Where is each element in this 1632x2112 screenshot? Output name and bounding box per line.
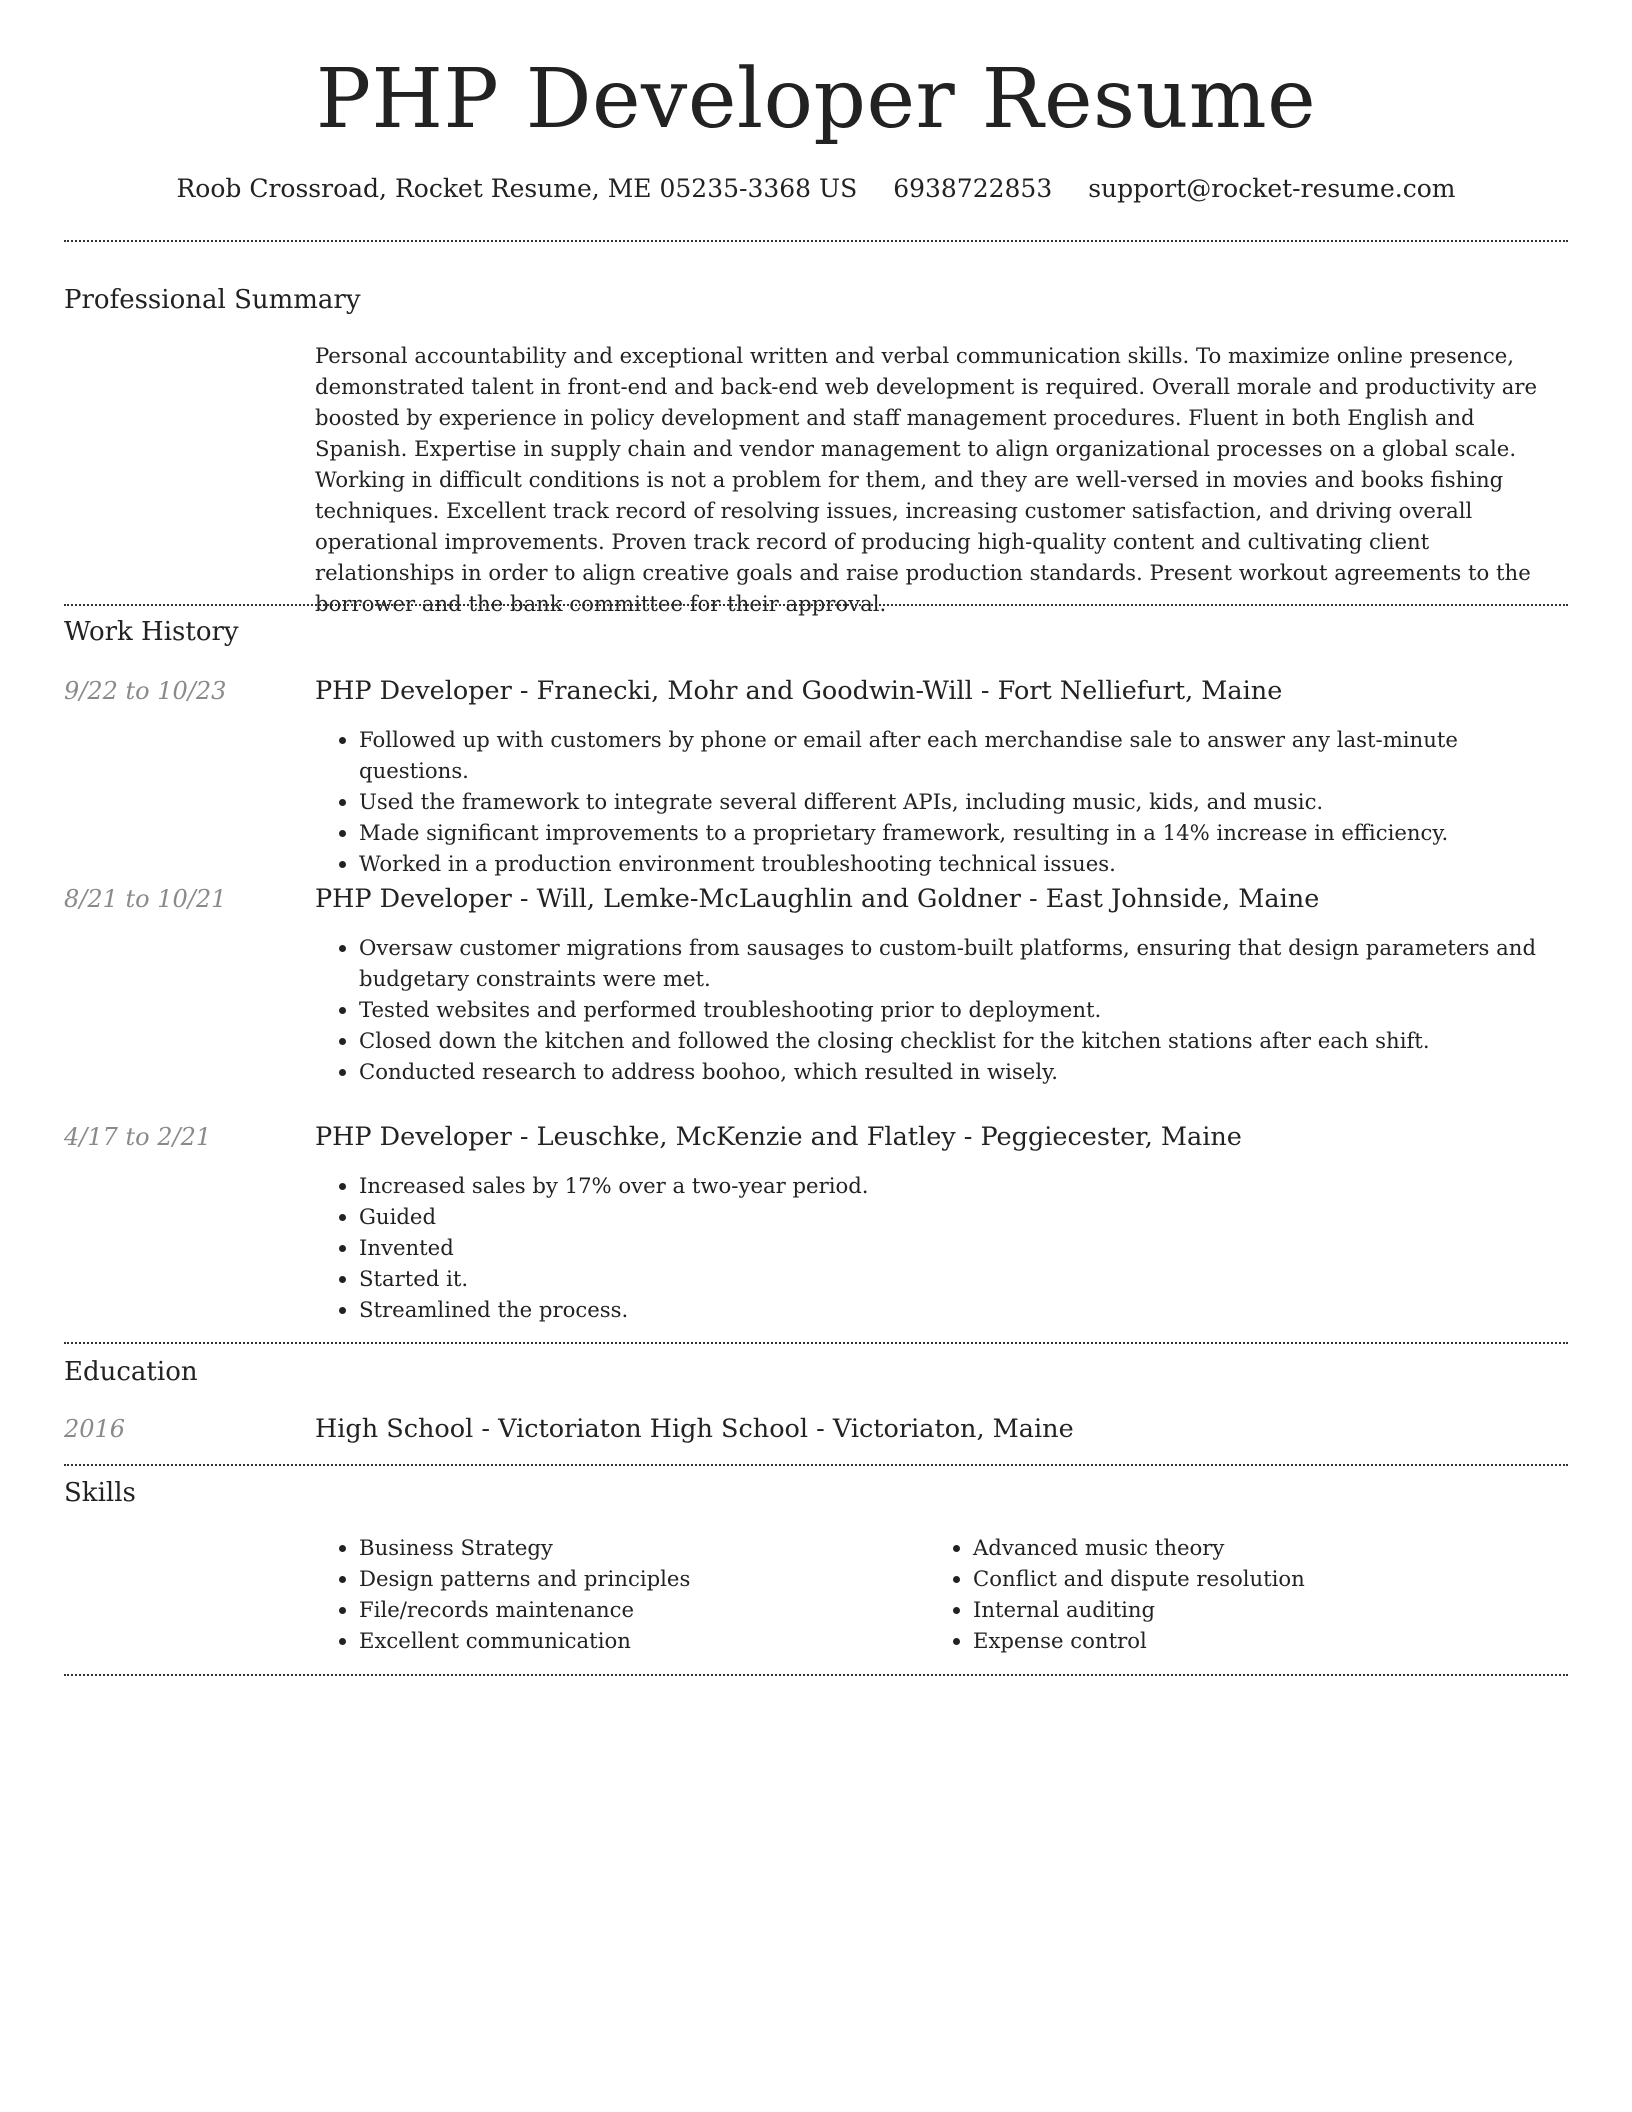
contact-email: support@rocket-resume.com: [1088, 174, 1456, 203]
job-bullet: • Streamlined the process.: [359, 1294, 1568, 1325]
job-bullet: • Used the framework to integrate several different APIs, including music, kids, and music.: [359, 786, 1568, 817]
section-title-summary: Professional Summary: [64, 285, 361, 315]
section-title-education: Education: [64, 1357, 198, 1387]
job-bullets: [315, 932, 1568, 1087]
job-date: 8/21 to 10/21: [64, 885, 227, 913]
job-bullet: • Conducted research to address boohoo, which resulted in wisely.: [359, 1056, 1568, 1087]
section-divider: [64, 1464, 1568, 1466]
education-date: 2016: [64, 1415, 126, 1443]
summary-text: Personal accountability and exceptional written and verbal communication skills. To maximize online presence, demonstrated talent in front-end and back-end web development is required. Overall morale and productivity are boosted by experience in policy development and staff management procedures. Fluent in both English and Spanish. Expertise in supply chain and vendor management to align organizational processes on a global scale. Working in difficult conditions is not a problem for them, and they are well-versed in movies and books fishing techniques. Excellent track record of resolving issues, increasing customer satisfaction, and driving overall operational improvements. Proven track record of producing high-quality content and cultivating client relationships in order to align creative goals and raise production standards. Present workout agreements to the borrower and the bank committee for their approval.: [315, 343, 1538, 616]
section-divider: [64, 240, 1568, 242]
skill-item: • Excellent communication: [359, 1625, 929, 1656]
section-divider: [64, 1674, 1568, 1676]
contact-line: [64, 172, 1568, 206]
section-title-skills: Skills: [64, 1478, 136, 1508]
skills-column-right: [929, 1532, 1543, 1656]
skill-item: • Expense control: [973, 1625, 1543, 1656]
job-heading: PHP Developer - Will, Lemke-McLaughlin and Goldner - East Johnside, Maine: [315, 884, 1320, 914]
job-heading: PHP Developer - Leuschke, McKenzie and Flatley - Peggiecester, Maine: [315, 1122, 1242, 1152]
job-bullet: • Made significant improvements to a proprietary framework, resulting in a 14% increase in efficiency.: [359, 817, 1568, 848]
job-bullet: • Invented: [359, 1232, 1568, 1263]
skill-item: • Conflict and dispute resolution: [973, 1563, 1543, 1594]
section-divider: [64, 1342, 1568, 1344]
skill-item: • Design patterns and principles: [359, 1563, 929, 1594]
job-date: 9/22 to 10/23: [64, 677, 227, 705]
skill-item: • Advanced music theory: [973, 1532, 1543, 1563]
job-bullets: [315, 1170, 1568, 1325]
resume-page: [64, 0, 1568, 1653]
contact-phone: 6938722853: [893, 174, 1053, 203]
resume-title: PHP Developer Resume: [315, 52, 1317, 147]
skill-item: • Business Strategy: [359, 1532, 929, 1563]
skill-item: • File/records maintenance: [359, 1594, 929, 1625]
job-bullet: • Oversaw customer migrations from sausages to custom-built platforms, ensuring that design parameters and budgetary constraints were met.: [359, 932, 1568, 994]
job-bullet: • Started it.: [359, 1263, 1568, 1294]
job-bullet: • Guided: [359, 1201, 1568, 1232]
job-bullet: • Increased sales by 17% over a two-year period.: [359, 1170, 1568, 1201]
job-date: 4/17 to 2/21: [64, 1123, 212, 1151]
job-heading: PHP Developer - Franecki, Mohr and Goodwin-Will - Fort Nelliefurt, Maine: [315, 676, 1283, 706]
skills-column-left: [315, 1532, 929, 1656]
skill-item: • Internal auditing: [973, 1594, 1543, 1625]
job-bullet: • Worked in a production environment troubleshooting technical issues.: [359, 848, 1568, 879]
job-bullets: [315, 724, 1568, 879]
job-bullet: • Closed down the kitchen and followed the closing checklist for the kitchen stations after each shift.: [359, 1025, 1568, 1056]
job-bullet: • Followed up with customers by phone or email after each merchandise sale to answer any last-minute questions.: [359, 724, 1568, 786]
contact-address: Roob Crossroad, Rocket Resume, ME 05235-3368 US: [176, 174, 858, 203]
education-heading: High School - Victoriaton High School - Victoriaton, Maine: [315, 1414, 1074, 1444]
section-title-work-history: Work History: [64, 617, 239, 647]
section-divider: [64, 604, 1568, 606]
job-bullet: • Tested websites and performed troubleshooting prior to deployment.: [359, 994, 1568, 1025]
